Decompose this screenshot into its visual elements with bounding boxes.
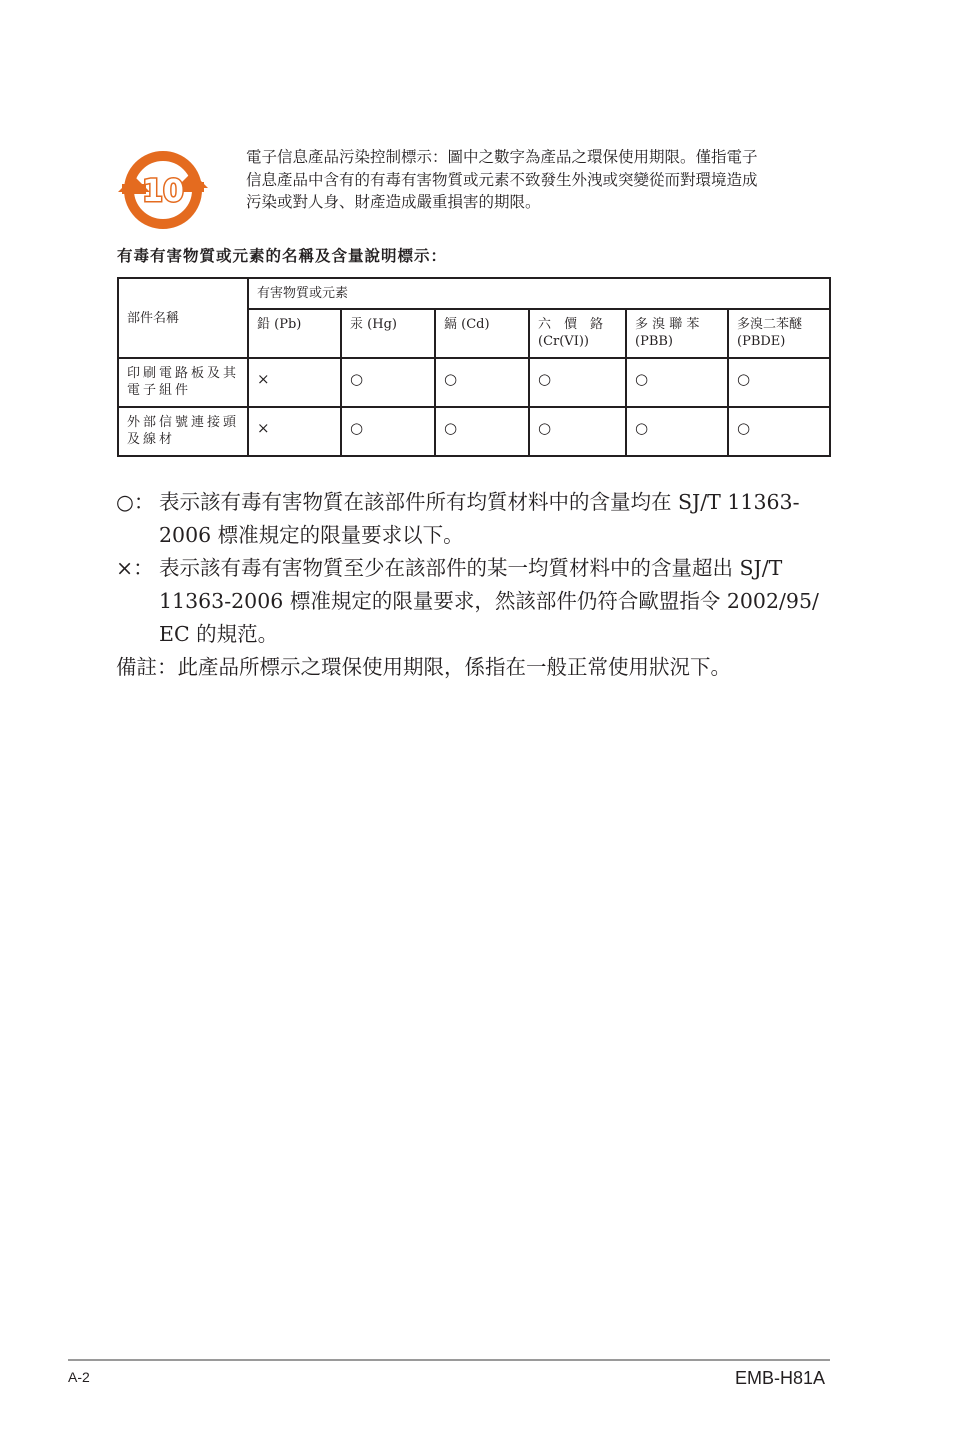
mark-cell: ○ [341,358,435,407]
mark-cell: ○ [728,407,830,456]
column-header-pbde [728,309,830,358]
intro-line: 電子信息產品污染控制標示：圖中之數字為產品之環保使用期限。僅指電子 [246,148,758,166]
mark-cell: ○ [529,358,626,407]
circle-note [116,486,828,552]
table-row [118,407,830,456]
mark-cell: × [248,358,341,407]
mark-cell: ○ [626,407,728,456]
mark-cell: ○ [626,358,728,407]
column-symbol: (PBB) [635,334,673,349]
mark-cell: ○ [435,407,529,456]
cross-note-symbol: ×： [116,556,154,580]
column-header-pbb [626,309,728,358]
column-name: 多溴二苯醚 [737,317,803,332]
notes-section [116,486,828,684]
table-header-row [118,278,830,309]
remark-text: 備註：此產品所標示之環保使用期限，係指在一般正常使用狀況下。 [116,655,731,679]
note-line: 表示該有毒有害物質在該部件所有均質材料中的含量均在 SJ/T 11363- [159,490,800,514]
column-header-chromium [529,309,626,358]
cross-note [116,552,828,651]
column-name: 六 價 鉻 [538,317,604,332]
column-header-mercury [341,309,435,358]
note-line: 2006 標准規定的限量要求以下。 [159,523,464,547]
mark-cell: ○ [529,407,626,456]
page-number: A-2 [68,1369,90,1385]
environmental-use-period-logo [116,148,212,232]
column-symbol: (Hg) [367,317,397,332]
column-symbol: (PBDE) [737,334,786,349]
hazardous-substances-table [117,277,831,457]
column-header-cadmium [435,309,529,358]
mark-cell: ○ [435,358,529,407]
model-name: EMB-H81A [735,1368,826,1388]
cross-note-text [159,552,828,651]
note-line: 表示該有毒有害物質至少在該部件的某一均質材料中的含量超出 SJ/T [159,556,783,580]
note-line: 11363-2006 標准規定的限量要求，然該部件仍符合歐盟指令 2002/95/ [159,589,819,613]
part-name-line: 印刷電路板及其 [127,366,240,381]
column-name: 汞 [350,317,364,332]
table-row [118,358,830,407]
part-name-cell [118,407,248,456]
table-title: 有毒有害物質或元素的名稱及含量說明標示： [117,247,448,265]
column-name: 鎘 [444,317,458,332]
substance-group-header: 有害物質或元素 [248,278,830,309]
mark-cell: ○ [728,358,830,407]
mark-cell: × [248,407,341,456]
part-name-line: 及線材 [127,432,176,447]
remark-note [116,651,828,684]
note-line: EC 的規范。 [159,622,279,646]
part-name-header: 部件名稱 [118,278,248,358]
circle-note-text [159,486,828,552]
column-header-lead [248,309,341,358]
intro-line: 信息產品中含有的有毒有害物質或元素不致發生外洩或突變從而對環境造成 [246,170,758,189]
mark-cell: ○ [341,407,435,456]
column-symbol: (Cr(VI)) [538,334,589,349]
column-name: 多 溴 聯 苯 [635,317,700,332]
intro-paragraph [246,146,826,214]
footer-divider [68,1359,830,1361]
circle-note-symbol: ○： [116,490,155,514]
part-name-line: 電子組件 [127,383,192,398]
intro-line: 污染或對人身、財產造成嚴重損害的期限。 [246,193,541,211]
logo-number: 10 [142,174,184,209]
column-symbol: (Pb) [274,317,302,332]
column-symbol: (Cd) [461,317,490,332]
part-name-line: 外部信號連接頭 [127,415,240,430]
part-name-cell [118,358,248,407]
column-name: 鉛 [257,317,271,332]
